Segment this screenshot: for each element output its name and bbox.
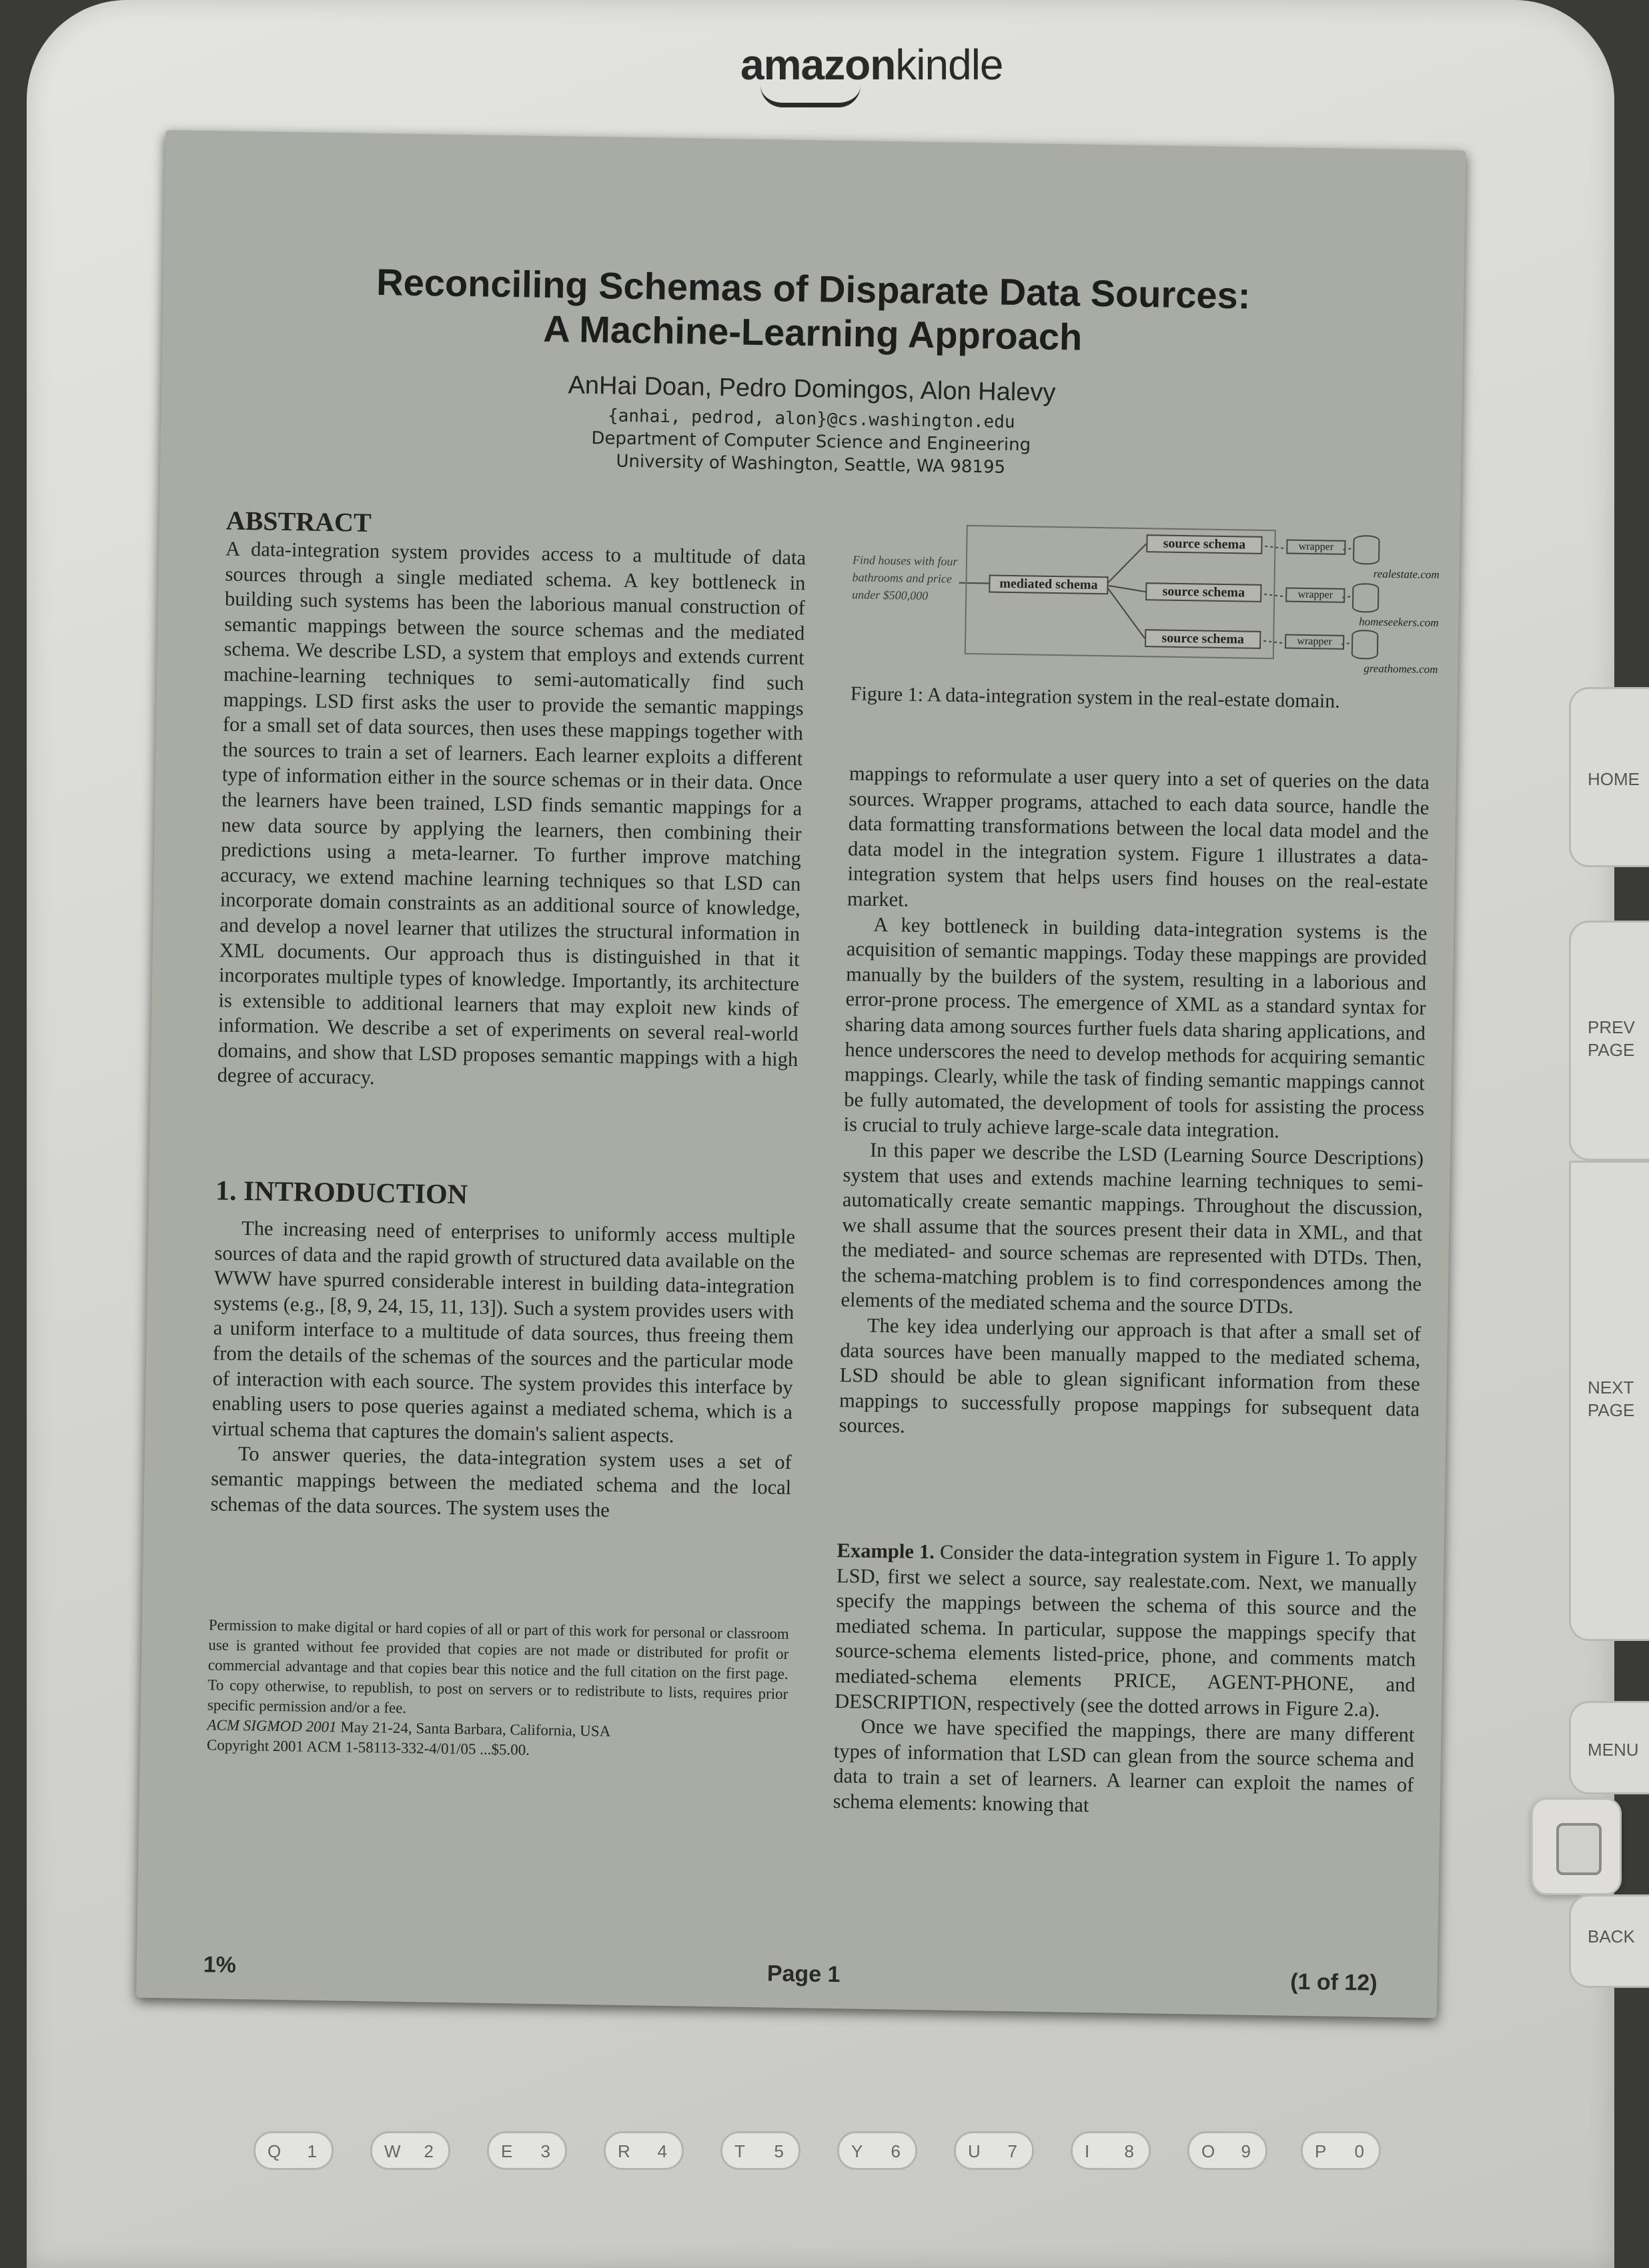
figure-query-text: Find houses with four bathrooms and price under $500,000 <box>852 553 958 603</box>
next-page-button[interactable]: NEXT PAGE <box>1569 1161 1649 1641</box>
example-1-text: Example 1. Consider the data-integration system in Figure 1. To apply LSD, first we select a source, say realestate.com. Next, we manually specify the mappings between the schema of this source and the mediated schema. In particular, suppose the mappings specify that source-schema elements listed-price, phone, and comments match mediated-schema elements PRICE, AGENT-PHONE, and DESCRIPTION, respectively (see the dotted arrows in Figure 2.a). Once we have specified the mappings, there are many different types of information that LSD can glean from the source schema and data to train a set of learners. A learner can exploit the names of schema elements: knowing that <box>833 1539 1418 1816</box>
key-t[interactable]: T 5 <box>720 2131 800 2170</box>
author-university: University of Washington, Seattle, WA 98195 <box>616 451 1006 478</box>
prev-page-button[interactable]: PREV PAGE <box>1569 921 1649 1161</box>
figure-mediated-schema: mediated schema <box>989 574 1108 594</box>
author-email: {anhai, pedrod, alon}@cs.washington.edu <box>607 406 1015 433</box>
abstract-text: A data-integration system provides access to a multitude of data sources through a single mediated schema. A key bottleneck in building such systems has been the laborious manual construction of semantic mappings between the source schemas and the mediated schema. We describe LSD, a system that employs and extends current machine-learning techniques to semi-automatically find such mappings. LSD first asks the user to provide the semantic mappings for a small set of data sources, then uses these mappings together with the sources to train a set of learners. Each learner exploits a different type of information either in the source schemas or in their data. Once the learners have been trained, LSD finds semantic mappings for a new data source by applying the learners, then combining their predictions using a meta-learner. To further improve matching accuracy, we extend machine learning techniques so that LSD can incorporate domain constraints as an additional source of knowledge, and develop a novel learner that utilizes the structural information in XML documents. Our approach thus is distinguished in that it incorporates multiple types of knowledge. Importantly, its architecture is extensible to additional learners that may exploit new kinds of information. We describe a set of experiments on several real-world domains, and show that LSD proposes semantic mappings with a high degree of accuracy. <box>217 537 806 1089</box>
key-p[interactable]: P 0 <box>1301 2131 1381 2170</box>
reading-progress: 1% <box>203 1952 237 1978</box>
home-button[interactable]: HOME <box>1569 687 1649 867</box>
figure-site-label: realestate.com <box>1373 567 1440 582</box>
key-o[interactable]: O 9 <box>1187 2131 1267 2170</box>
kindle-logo: amazonkindle <box>740 41 1003 89</box>
page-indicator: Page 1 <box>766 1960 841 1988</box>
kindle-screen <box>136 130 1466 2018</box>
figure-1-diagram <box>851 518 1440 676</box>
abstract-heading: ABSTRACT <box>225 505 372 538</box>
introduction-text: The increasing need of enterprises to uniformly access multiple sources of data and the rapid growth of structured data available on the WWW have spurred considerable interest in building data-integration systems (e.g., [8, 9, 24, 15, 11, 13]). Such a system provides users with a uniform interface to a multitude of data sources, thus freeing them from the details of the schemas of the sources and the particular mode of interaction with each source. The system provides this interface by enabling users to pose queries against a mediated schema, which is a virtual schema that captures the domain's salient aspects. To answer queries, the data-integration system uses a set of semantic mappings between the mediated schema and the local schemas of the data sources. The system uses the <box>210 1216 796 1522</box>
right-column-text: mappings to reformulate a user query into a set of queries on the data sources. Wrapper programs, attached to each data source, handle the data formatting transformations between the local data model and the data model in the integration system. Figure 1 illustrates a data-integration system that helps users find houses on the real-estate market. A key bottleneck in building data-integration systems is the acquisition of semantic mappings. Today these mappings are provided manually by the builders of the system, resulting in a laborious and error-prone process. The emergence of XML as a standard syntax for sharing data among sources further fuels data sharing applications, and hence underscores the need to develop methods for acquiring semantic mappings. Clearly, while the task of finding semantic mappings cannot be fully automated, the development of tools for assisting the process is crucial to truly achieve large-scale data integration. In this paper we describe the LSD (Learning Source Descriptions) system that uses and extends machine learning techniques to semi-automatically create semantic mappings. Throughout the discussion, we shall assume that the sources present their data in XML, and that the mediated- and source schemas are represented with DTDs. Then, the schema-matching problem is to find correspondences among the elements of the mediated schema and the source DTDs. The key idea underlying our approach is that after a small set of data sources have been manually mapped to the mediated schema, LSD should be able to glean significant information from these mappings to successfully propose mappings for subsequent data sources. <box>839 762 1430 1438</box>
key-y[interactable]: Y 6 <box>837 2131 917 2170</box>
keyboard-top-row <box>253 2131 1388 2178</box>
back-button[interactable]: BACK <box>1569 1894 1649 1988</box>
menu-button[interactable]: MENU <box>1569 1701 1649 1794</box>
figure-source-schema: source schema <box>1146 534 1262 554</box>
database-icon <box>1352 583 1380 613</box>
figure-site-label: greathomes.com <box>1363 662 1438 676</box>
key-u[interactable]: U 7 <box>954 2131 1034 2170</box>
paper-title: Reconciling Schemas of Disparate Data Sources: A Machine-Learning Approach <box>376 261 1251 358</box>
permission-footnote: Permission to make digital or hard copies of all or part of this work for personal or classroom use is granted without fee provided that copies are not made or distributed for profit or commercial advantage and that copies bear this notice and the full citation on the first page. To copy otherwise, to republish, to post on servers or to redistribute to lists, requires prior specific permission and/or a fee. ACM SIGMOD 2001 May 21-24, Santa Barbara, California, USA Copyright 2001 ACM 1-58113-332-4/01/05 ...$5.00. <box>206 1616 789 1758</box>
figure-wrapper: wrapper <box>1285 587 1345 602</box>
figure-site-label: homeseekers.com <box>1359 615 1439 630</box>
database-icon <box>1353 535 1380 565</box>
paper-authors: AnHai Doan, Pedro Domingos, Alon Halevy <box>568 371 1056 408</box>
figure-wrapper: wrapper <box>1286 539 1345 554</box>
five-way-center-icon[interactable] <box>1556 1823 1602 1875</box>
figure-wrapper: wrapper <box>1285 634 1344 649</box>
amazon-smile-icon <box>760 85 861 107</box>
figure-source-schema: source schema <box>1145 582 1261 602</box>
figure-source-schema: source schema <box>1145 629 1261 649</box>
five-way-controller[interactable] <box>1531 1798 1622 1895</box>
key-e[interactable]: E 3 <box>487 2131 567 2170</box>
key-w[interactable]: W 2 <box>370 2131 450 2170</box>
database-icon <box>1351 630 1379 660</box>
key-q[interactable]: Q 1 <box>253 2131 334 2170</box>
author-department: Department of Computer Science and Engineering <box>591 428 1031 456</box>
introduction-heading: 1. INTRODUCTION <box>215 1175 468 1211</box>
location-indicator: (1 of 12) <box>1289 1968 1378 1996</box>
key-i[interactable]: I 8 <box>1071 2131 1151 2170</box>
key-r[interactable]: R 4 <box>604 2131 684 2170</box>
figure-caption: Figure 1: A data-integration system in the real-estate domain. <box>850 682 1341 712</box>
